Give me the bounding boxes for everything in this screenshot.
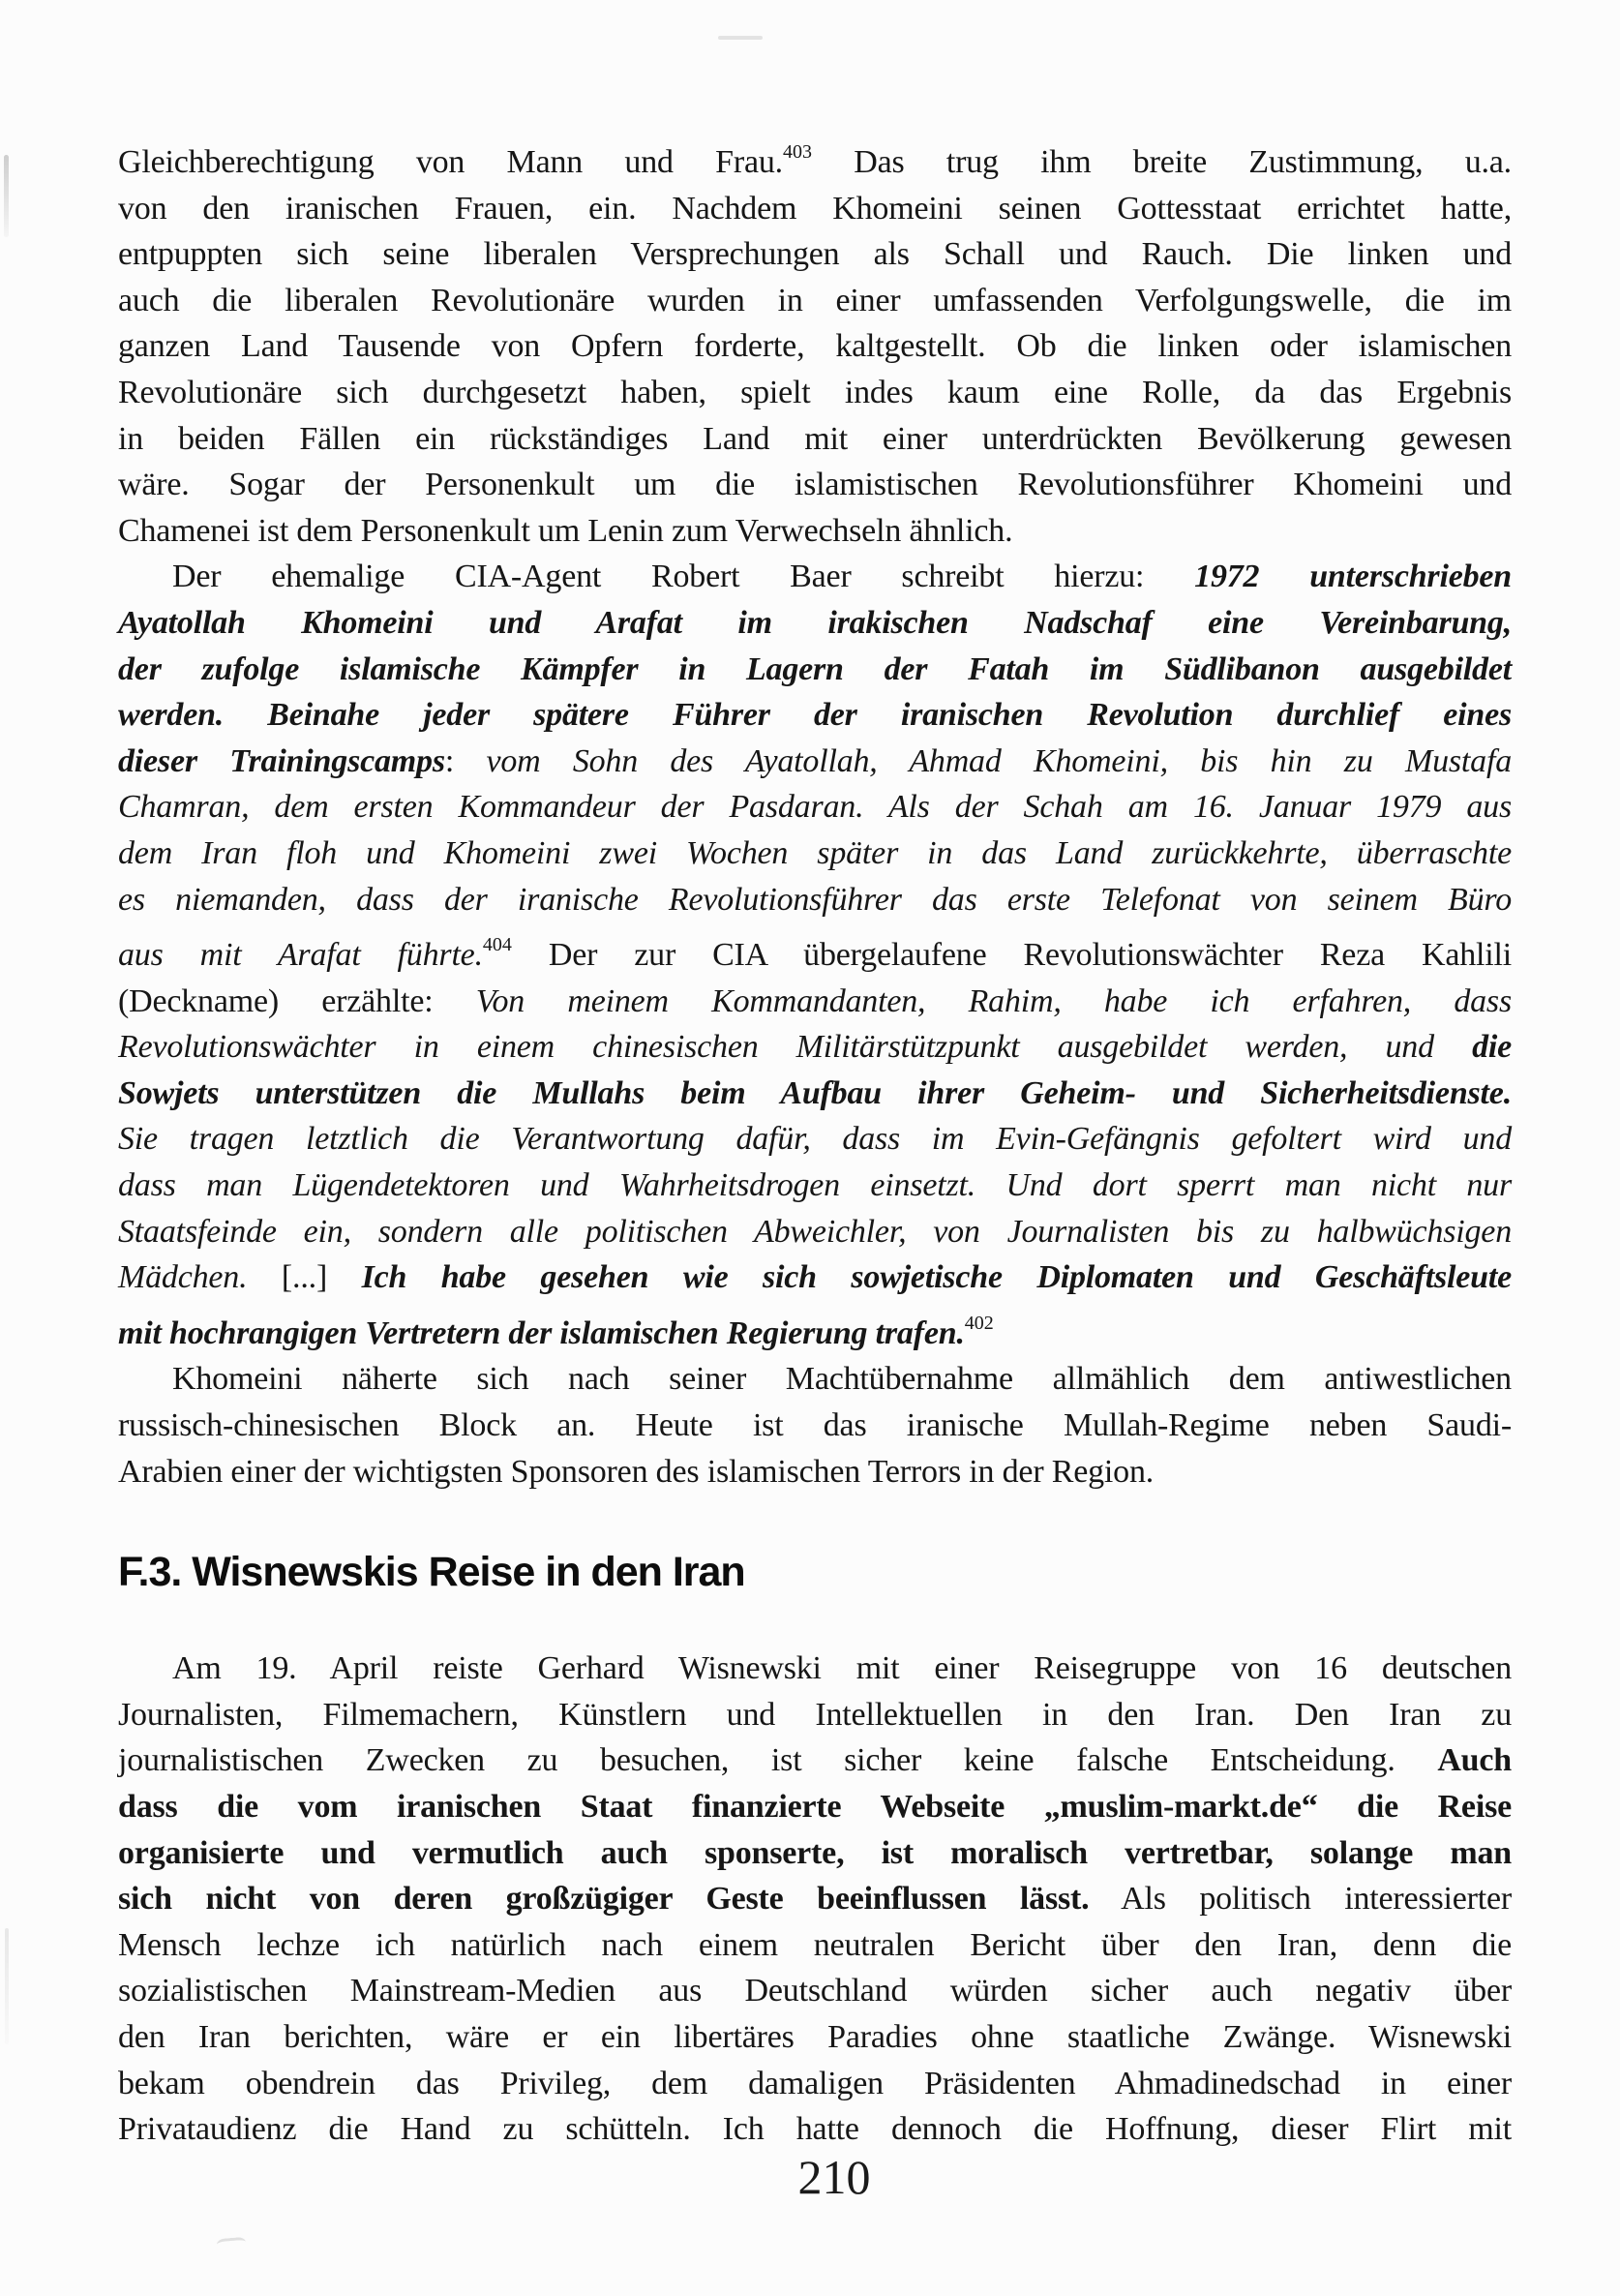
text-line bbox=[118, 1449, 1512, 1495]
text-line bbox=[118, 1024, 1512, 1071]
text-run: Journalisten, Filmemachern, Künstlern und Intellektuellen in den Iran. Den Iran zu bbox=[118, 1696, 1512, 1733]
text-run: wäre. Sogar der Personenkult um die islamistischen Revolutionsführer Khomeini und bbox=[118, 467, 1512, 503]
text-line bbox=[118, 1071, 1512, 1117]
text-line bbox=[118, 508, 1512, 555]
text-line bbox=[118, 554, 1512, 600]
text-run: vom Sohn des Ayatollah, Ahmad Khomeini, bis hin zu Mustafa bbox=[454, 742, 1512, 779]
text-run: es niemanden, dass der iranische Revolutionsführer das erste Telefonat von seinem Büro bbox=[118, 881, 1512, 918]
text-run: in beiden Fällen ein rückständiges Land mit einer unterdrückten Bevölkerung gewesen bbox=[118, 420, 1512, 457]
text-run: Der zur CIA übergelaufene Revolutionswächter Reza Kahlili bbox=[511, 937, 1513, 974]
paragraph bbox=[118, 1356, 1512, 1495]
scan-dash-artifact bbox=[718, 36, 763, 40]
text-run: Ich habe gesehen wie sich sowjetische Diplomaten und Geschäftsleute bbox=[361, 1259, 1512, 1296]
text-run: dem Iran floh und Khomeini zwei Wochen später in das Land zurückkehrte, überraschte bbox=[118, 834, 1512, 871]
paragraph bbox=[118, 130, 1512, 554]
text-run: journalistischen Zwecken zu besuchen, ist sicher keine falsche Entscheidung. bbox=[118, 1742, 1438, 1779]
text-run: Gleichberechtigung von Mann und Frau. bbox=[118, 144, 783, 180]
text-run: (Deckname) erzählte: bbox=[118, 982, 476, 1019]
text-line bbox=[118, 1209, 1512, 1255]
text-run: Khomeini näherte sich nach seiner Machtübernahme allmählich dem antiwestlichen bbox=[172, 1361, 1512, 1398]
text-line bbox=[118, 2014, 1512, 2061]
text-line bbox=[118, 877, 1512, 923]
text-run: dieser Trainingscamps bbox=[118, 742, 445, 779]
footnote-marker: 403 bbox=[782, 141, 812, 163]
scan-tilde-artifact bbox=[217, 2237, 247, 2251]
text-run: dass man Lügendetektoren und Wahrheitsdrogen einsetzt. Und dort sperrt man nicht nur bbox=[118, 1167, 1512, 1204]
text-line bbox=[118, 1876, 1512, 1922]
text-run: entpuppten sich seine liberalen Versprechungen als Schall und Rauch. Die linken und bbox=[118, 236, 1512, 273]
text-run: organisierte und vermutlich auch sponserte, ist moralisch vertretbar, solange man bbox=[118, 1834, 1512, 1871]
text-run: von den iranischen Frauen, ein. Nachdem Khomeini seinen Gottesstaat errichtet hatte, bbox=[118, 190, 1512, 227]
text-run: Mädchen. bbox=[118, 1259, 282, 1296]
text-run: Arabien einer der wichtigsten Sponsoren des islamischen Terrors in der Region. bbox=[118, 1453, 1155, 1490]
text-line bbox=[118, 1968, 1512, 2014]
text-line bbox=[118, 1254, 1512, 1301]
text-line bbox=[118, 1784, 1512, 1830]
text-line bbox=[118, 1830, 1512, 1877]
text-line bbox=[118, 692, 1512, 739]
text-run: mit hochrangigen Vertretern der islamischen Regierung trafen. bbox=[118, 1314, 965, 1351]
text-run: Der ehemalige CIA-Agent Robert Baer schreibt hierzu: bbox=[172, 559, 1195, 595]
text-run: Staatsfeinde ein, sondern alle politischen Abweichler, von Journalisten bis zu halbwüchsigen bbox=[118, 1213, 1512, 1250]
text-run: Mensch lechze ich natürlich nach einem neutralen Bericht über den Iran, denn die bbox=[118, 1926, 1512, 1963]
scan-smudge-artifact bbox=[4, 155, 9, 237]
text-run: Privataudienz die Hand zu schütteln. Ich hatte dennoch die Hoffnung, dieser Flirt mit bbox=[118, 2111, 1512, 2148]
text-run: der zufolge islamische Kämpfer in Lagern der Fatah im Südlibanon ausgebildet bbox=[118, 650, 1512, 687]
text-run: auch die liberalen Revolutionäre wurden in einer umfassenden Verfolgungswelle, die im bbox=[118, 282, 1512, 318]
text-line bbox=[118, 922, 1512, 979]
text-run: werden. Beinahe jeder spätere Führer der iranischen Revolution durchlief eines bbox=[118, 697, 1512, 734]
text-line bbox=[118, 600, 1512, 647]
footnote-marker: 402 bbox=[964, 1312, 994, 1334]
text-run: : bbox=[444, 742, 455, 779]
text-line bbox=[118, 1692, 1512, 1738]
paragraph bbox=[118, 554, 1512, 1356]
paragraph bbox=[118, 1646, 1512, 2153]
text-line bbox=[118, 370, 1512, 416]
text-line bbox=[118, 1403, 1512, 1449]
text-line bbox=[118, 416, 1512, 463]
body-text-upper bbox=[118, 130, 1512, 1495]
text-run: Ayatollah Khomeini und Arafat im irakischen Nadschaf eine Vereinbarung, bbox=[118, 604, 1512, 641]
text-run: Chamenei ist dem Personenkult um Lenin zum Verwechseln ähnlich. bbox=[118, 512, 1013, 549]
text-run: dass die vom iranischen Staat finanzierte Webseite „muslim-markt.de“ die Reise bbox=[118, 1789, 1512, 1825]
text-run: sozialistischen Mainstream-Medien aus Deutschland würden sicher auch negativ über bbox=[118, 1973, 1512, 2009]
text-run: Am 19. April reiste Gerhard Wisnewski mit einer Reisegruppe von 16 deutschen bbox=[172, 1650, 1512, 1687]
text-run: Sowjets unterstützen die Mullahs beim Aufbau ihrer Geheim- und Sicherheitsdienste. bbox=[118, 1074, 1512, 1111]
text-line bbox=[118, 462, 1512, 508]
text-run: ganzen Land Tausende von Opfern forderte, kaltgestellt. Ob die linken oder islamischen bbox=[118, 328, 1512, 365]
text-run: Von meinem Kommandanten, Rahim, habe ich erfahren, dass bbox=[475, 982, 1512, 1019]
page-number: 210 bbox=[797, 2150, 871, 2204]
text-line bbox=[118, 1356, 1512, 1403]
text-run: den Iran berichten, wäre er ein libertäres Paradies ohne staatliche Zwänge. Wisnewski bbox=[118, 2018, 1512, 2055]
text-line bbox=[118, 1646, 1512, 1692]
text-run: bekam obendrein das Privileg, dem damaligen Präsidenten Ahmadinedschad in einer bbox=[118, 2065, 1512, 2101]
text-run: [...] bbox=[281, 1259, 362, 1296]
text-line bbox=[118, 130, 1512, 186]
text-column bbox=[118, 130, 1512, 2153]
text-run: aus mit Arafat führte. bbox=[118, 937, 483, 974]
text-run: Als politisch interessierter bbox=[1089, 1881, 1512, 1918]
text-line bbox=[118, 1737, 1512, 1784]
text-run: Sie tragen letztlich die Verantwortung dafür, dass im Evin-Gefängnis gefoltert wird und bbox=[118, 1121, 1512, 1158]
section-heading: F.3. Wisnewskis Reise in den Iran bbox=[118, 1549, 745, 1596]
text-line bbox=[118, 647, 1512, 693]
text-line bbox=[118, 2106, 1512, 2153]
text-run: 1972 unterschrieben bbox=[1194, 559, 1512, 595]
text-run: Revolutionäre sich durchgesetzt haben, spielt indes kaum eine Rolle, da das Ergebnis bbox=[118, 374, 1512, 410]
text-line bbox=[118, 831, 1512, 877]
text-line bbox=[118, 186, 1512, 232]
text-line bbox=[118, 1163, 1512, 1209]
text-line bbox=[118, 323, 1512, 370]
text-run: Chamran, dem ersten Kommandeur der Pasdaran. Als der Schah am 16. Januar 1979 aus bbox=[118, 789, 1512, 826]
text-run: Das trug ihm breite Zustimmung, u.a. bbox=[811, 144, 1512, 180]
text-line bbox=[118, 739, 1512, 785]
text-run: Auch bbox=[1437, 1742, 1512, 1779]
text-run: russisch-chinesischen Block an. Heute ist das iranische Mullah-Regime neben Saudi- bbox=[118, 1407, 1512, 1444]
text-line bbox=[118, 2061, 1512, 2107]
text-run: sich nicht von deren großzügiger Geste beeinflussen lässt. bbox=[118, 1881, 1090, 1918]
scan-smudge-artifact bbox=[5, 1928, 9, 2044]
text-line bbox=[118, 979, 1512, 1025]
text-line bbox=[118, 1116, 1512, 1163]
footnote-marker: 404 bbox=[482, 934, 512, 956]
text-line bbox=[118, 278, 1512, 324]
text-run: Revolutionswächter in einem chinesischen Militärstützpunkt ausgebildet werden, und bbox=[118, 1029, 1473, 1066]
text-line bbox=[118, 784, 1512, 831]
body-text-lower bbox=[118, 1646, 1512, 2153]
text-line bbox=[118, 1301, 1512, 1357]
text-line bbox=[118, 1922, 1512, 1969]
text-line bbox=[118, 231, 1512, 278]
text-run: die bbox=[1472, 1029, 1512, 1066]
